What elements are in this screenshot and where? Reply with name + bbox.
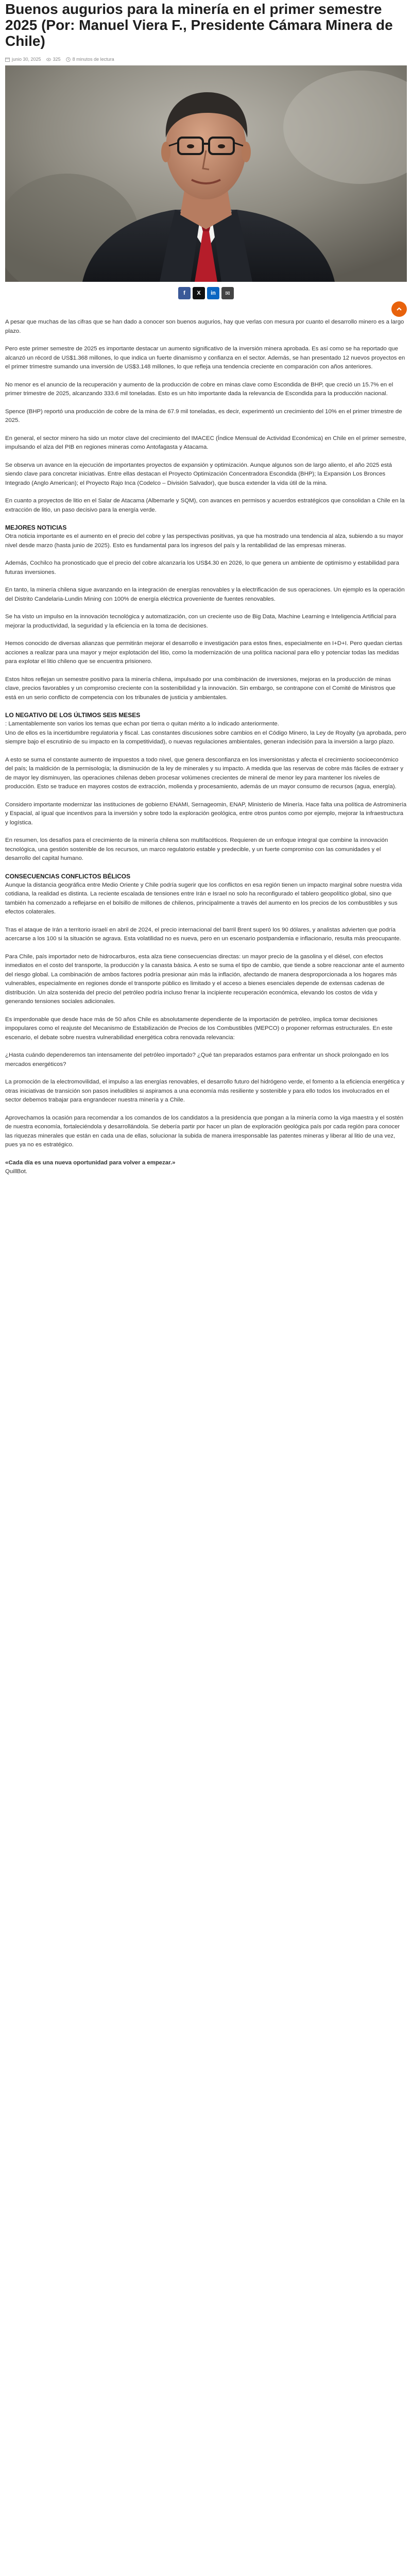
meta-views-text: 325: [53, 57, 61, 62]
intro-paragraph-5: En general, el sector minero ha sido un motor clave del crecimiento del IMACEC (Índice Mensual de Actividad Económica) en Chile en el primer semestre, impulsando el alza del PIB en regiones mineras como Antofagasta y Atacama.: [5, 435, 406, 450]
negativo-paragraph-2: Uno de ellos es la incertidumbre regulatoria y fiscal. Las constantes discusiones sobre cambios en el Código Minero, la Ley de Royalty (ya aprobada, pero siempre bajo el escrutinio de su impacto en la competitividad), o nuevas regulaciones ambientales, generan indecisión para la inversión a largo plazo.: [5, 730, 406, 745]
belicos-paragraph-5: ¿Hasta cuándo dependeremos tan intensamente del petróleo importado? ¿Qué tan preparados estamos para enfrentar un shock prolongado en los mercados energéticos?: [5, 1052, 389, 1067]
section-heading-belicos: CONSECUENCIAS CONFLICTOS BÉLICOS: [5, 872, 131, 880]
hero-image: [5, 65, 407, 282]
noticias-paragraph-2: Además, Cochilco ha pronosticado que el precio del cobre alcanzaría los US$4.30 en 2026, lo que genera un ambiente de optimismo y estabilidad para futuras inversiones.: [5, 560, 399, 575]
noticias-paragraph-3: En tanto, la minería chilena sigue avanzando en la integración de energías renovables y la electrificación de sus operaciones. Un ejemplo es la operación del Distrito Candelaria-Lundin Mining con 100% de energía eléctrica proveniente de fuentes renovables.: [5, 587, 405, 602]
intro-paragraph-7: En cuanto a proyectos de litio en el Salar de Atacama (Albemarle y SQM), con avances en permisos y acuerdos estratégicos que consolidan a Chile en la extracción de litio, un paso decisivo para la energía verde.: [5, 498, 405, 513]
intro-paragraph-6: Se observa un avance en la ejecución de importantes proyectos de expansión y optimización. Aunque algunos son de largo aliento, el año 2025 está siendo clave para concretar iniciativas. Entre ellas destacan el Proyecto Optimización Concentradora Escondida (BHP); la Expansión Los Bronces Integrado (Anglo American); el Proyecto Rajo Inca (Codelco – División Salvador), que busca extender la vida útil de la mina.: [5, 462, 392, 486]
negativo-paragraph-1: : Lamentablemente son varios los temas que echan por tierra o quitan mérito a lo indicado anteriormente.: [5, 721, 279, 727]
noticias-paragraph-1: Otra noticia importante es el aumento en el precio del cobre y las perspectivas positivas, ya que ha mostrado una tendencia al alza, subiendo a su mayor nivel desde marzo (hasta junio de 2025). Esto es fundamental para los ingresos del país y la rentabilidad de las empresas mineras.: [5, 533, 404, 549]
negativo-paragraph-3: A esto se suma el constante aumento de impuestos a todo nivel, que genera desconfianza en los inversionistas y afecta el crecimiento socioeconómico del país; la maldición de la permisología; la disminución de la ley de minerales y su impacto. A medida que las reservas de cobre más fáciles de extraer y de mayor ley disminuyen, las operaciones chilenas deben procesar volúmenes crecientes de mineral de menor ley para mantener los niveles de producción. Esto se traduce en mayores costos de extracción, molienda y procesamiento, además de un mayor consumo de recursos (agua, energía).: [5, 756, 404, 790]
article-meta: [5, 55, 407, 63]
chevron-up-icon: [396, 306, 403, 313]
belicos-paragraph-1: Aunque la distancia geográfica entre Medio Oriente y Chile podría sugerir que los conflictos en esa región tienen un impacto marginal sobre nuestra vida cotidiana, la realidad es distinta. La reciente escalada de tensiones entre Irán e Israel no solo ha reconfigurado el tablero geopolítico global, sino que también ha comenzado a reflejarse en el bolsillo de millones de chilenos, principalmente a través del aumento en los precios de los combustibles y sus efectos colaterales.: [5, 882, 402, 915]
meta-read-time-text: 8 minutos de lectura: [72, 57, 114, 62]
meta-date: [5, 57, 41, 62]
share-bar: [5, 287, 407, 300]
article-body: [5, 318, 407, 1177]
meta-views: [46, 57, 61, 62]
belicos-paragraph-2: Tras el ataque de Irán a territorio israelí en abril de 2024, el precio internacional del barril Brent superó los 90 dólares, y analistas advierten que podría acercarse a los 100 si la situación se agrava. Esta volatilidad no es nueva, pero en un escenario postpandemia e inflacionario, resulta más preocupante.: [5, 926, 401, 942]
calendar-icon: [5, 57, 10, 62]
fab-row: [5, 300, 407, 318]
intro-paragraph-1: A pesar que muchas de las cifras que se han dado a conocer son buenos augurios, hay que verlas con mesura por cuanto el desarrollo minero es a largo plazo.: [5, 319, 404, 334]
intro-paragraph-2: Pero este primer semestre de 2025 es importante destacar un aumento significativo de la inversión minera aprobada. Es así como se ha reportado que alcanzó un récord de US$1.368 millones, lo que indica un fuerte dinamismo y confianza en el sector. Además, se han presentado 12 nuevos proyectos en el primer trimestre sumando una inversión de US$3.148 millones, lo que refleja una tendencia creciente en comparación con años anteriores.: [5, 346, 405, 370]
negativo-paragraph-5: En resumen, los desafíos para el crecimiento de la minería chilena son multifacéticos. Requieren de un enfoque integral que combine la innovación tecnológica, una gestión sostenible de los recursos, un marco regulatorio estable y predecible, y un fuerte compromiso con las comunidades y el desarrollo del capital humano.: [5, 837, 388, 861]
negativo-paragraph-4: Considero importante modernizar las instituciones de gobierno ENAMI, Sernageomin, ENAP, Ministerio de Minería. Hace falta una política de Astrominería y Espacial, al igual que incentivos para la inversión y sobre todo la exploración geológica, entre otros puntos como por ejemplo, mejorar la infraestructura y logística.: [5, 801, 407, 826]
portrait-illustration: [5, 65, 407, 282]
eye-icon: [46, 57, 51, 62]
meta-date-text: junio 30, 2025: [12, 57, 41, 62]
belicos-paragraph-7: Aprovechamos la ocasión para recomendar a los comandos de los candidatos a la presidencia que pongan a la minería como la viga maestra y el sostén de nuestra economía, fortaleciéndola y desarrollándola. Se debería partir por hacer un plan de exploración geológica país por cada región para conocer las riquezas minerales que están en cada una de ellas, solucionar la subida de manera irresponsable las patentes mineras y liberar al litio de una vez, pues ya no es estratégico.: [5, 1114, 404, 1148]
x-share-button[interactable]: X: [193, 287, 205, 299]
closing-quote: «Cada día es una nueva oportunidad para volver a empezar.»: [5, 1159, 176, 1166]
belicos-paragraph-6: La promoción de la electromovilidad, el impulso a las energías renovables, el desarrollo futuro del hidrógeno verde, el fomento a la eficiencia energética y otras iniciativas de transición son pasos ineludibles si aspiramos a una economía más resiliente y sostenible y para ello todos los involucrados en el sector debemos trabajar para engrandecer nuestra minería y a Chile.: [5, 1079, 405, 1103]
linkedin-share-button[interactable]: in: [207, 287, 219, 299]
intro-paragraph-4: Spence (BHP) reportó una producción de cobre de la mina de 67.9 mil toneladas, es decir, experimentó un crecimiento del 10% en el primer trimestre de 2025.: [5, 408, 402, 423]
noticias-paragraph-6: Estos hitos reflejan un semestre positivo para la minería chilena, impulsado por una combinación de inversiones, mejoras en la producción de minas clave, precios favorables y un compromiso creciente con la sostenibilidad y la innovación. Sin embargo, se contrapone con el Comité de Ministros que está en un serio conflicto de competencia con los tribunales de justicia y ambientales.: [5, 676, 396, 701]
meta-read-time: [66, 57, 114, 62]
noticias-paragraph-5: Hemos conocido de diversas alianzas que permitirán mejorar el desarrollo e investigación para estos fines, especialmente en I+D+I. Pero quedan ciertas acciones a realizar para una mayor y mejor explotación del litio, como la modernización de una política nacional para ello y potenciar todas las medidas para explotar el litio chileno que se encuentra prisionero.: [5, 640, 403, 665]
email-share-button[interactable]: ✉: [221, 287, 234, 299]
noticias-paragraph-4: Se ha visto un impulso en la innovación tecnológica y automatización, con un creciente uso de Big Data, Machine Learning e Inteligencia Artificial para mejorar la productividad, la seguridad y la eficiencia en la toma de decisiones.: [5, 614, 397, 629]
intro-paragraph-3: No menor es el anuncio de la recuperación y aumento de la producción de cobre en minas clave como Escondida de BHP, que creció un 15.7% en el primer trimestre de 2025, alcanzando 333.6 mil toneladas. Esto es un hito importante dada la relevancia de Escondida para la producción nacional.: [5, 381, 393, 397]
section-heading-negativo: LO NEGATIVO DE LOS ÚLTIMOS SEIS MESES: [5, 711, 141, 719]
clock-icon: [66, 57, 71, 62]
belicos-paragraph-3: Para Chile, país importador neto de hidrocarburos, esta alza tiene consecuencias directas: un mayor precio de la gasolina y el diésel, con efectos inmediatos en el costo del transporte, la producción y la canasta básica. A esto se suma el tipo de cambio, que tiende a sobre reaccionar ante el aumento del riesgo global. La combinación de ambos factores podría presionar aún más la inflación, afectando de manera desproporcionada a los hogares más vulnerables, especialmente en regiones donde el transporte público es limitado y el acceso a bienes esenciales depende de extensas cadenas de distribución. Un alza sostenida del precio del petróleo podría incluso frenar la incipiente recuperación económica, elevando los costos de vida y generando tensiones sociales adicionales.: [5, 953, 405, 1005]
scroll-up-button[interactable]: [391, 301, 407, 317]
belicos-paragraph-4: Es imperdonable que desde hace más de 50 años Chile es absolutamente dependiente de la importación de petróleo, implica tomar decisiones impopulares como el reajuste del Mecanismo de Estabilización de Precios de los Combustibles (MEPCO) o proponer reformas estructurales. En este escenario, el debate sobre nuestra vulnerabilidad energética cobra renovada relevancia:: [5, 1016, 393, 1041]
closing-signature: QuillBot.: [5, 1168, 28, 1175]
facebook-share-button[interactable]: f: [178, 287, 191, 299]
article-title: Buenos augurios para la minería en el primer semestre 2025 (Por: Manuel Viera F., Presidente Cámara Minera de Chile): [5, 1, 393, 49]
section-heading-noticias: MEJORES NOTICIAS: [5, 524, 67, 531]
